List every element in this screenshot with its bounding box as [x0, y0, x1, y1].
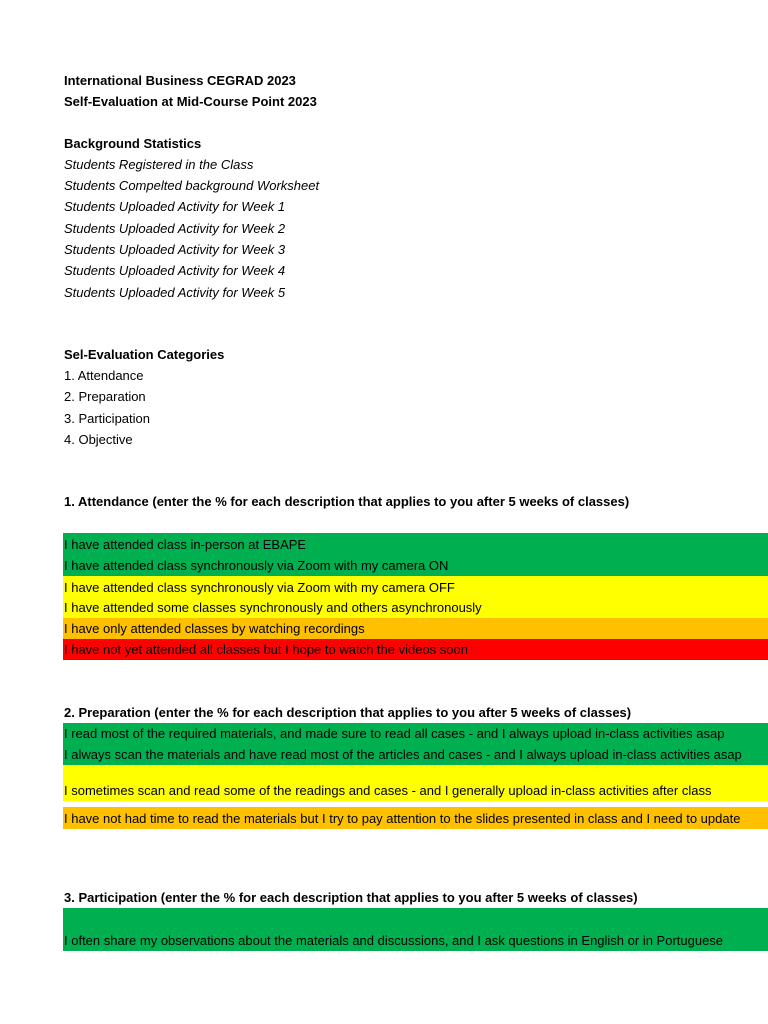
- background-item: Students Uploaded Activity for Week 4: [64, 263, 286, 278]
- attendance-row: [63, 533, 768, 555]
- background-item: Students Uploaded Activity for Week 5: [64, 285, 286, 300]
- attendance-row-text: I have attended class in-person at EBAPE: [64, 537, 307, 552]
- participation-heading: 3. Participation (enter the % for each description that applies to you after 5 weeks of classes): [64, 890, 638, 905]
- document-subtitle: Self-Evaluation at Mid-Course Point 2023: [64, 94, 317, 109]
- attendance-row: [63, 639, 768, 660]
- preparation-row-text: I sometimes scan and read some of the readings and cases - and I generally upload in-class activities after class: [64, 783, 712, 798]
- background-item: Students Uploaded Activity for Week 1: [64, 199, 286, 214]
- categories-heading: Sel-Evaluation Categories: [64, 347, 225, 362]
- category-item: 1. Attendance: [64, 368, 144, 383]
- preparation-heading: 2. Preparation (enter the % for each description that applies to you after 5 weeks of classes): [64, 705, 632, 720]
- attendance-row: [63, 576, 768, 598]
- category-item: 3. Participation: [64, 411, 150, 426]
- attendance-row-text: I have attended class synchronously via Zoom with my camera ON: [64, 558, 449, 573]
- attendance-row-text: I have attended class synchronously via Zoom with my camera OFF: [64, 580, 455, 595]
- category-item: 2. Preparation: [64, 389, 146, 404]
- background-item: Students Registered in the Class: [64, 157, 254, 172]
- preparation-row: [63, 744, 768, 765]
- participation-row-text: I often share my observations about the materials and discussions, and I ask questions in English or in Portuguese: [64, 933, 724, 948]
- background-item: Students Compelted background Worksheet: [64, 178, 320, 193]
- attendance-row: [63, 598, 768, 618]
- background-item: Students Uploaded Activity for Week 2: [64, 221, 286, 236]
- background-heading: Background Statistics: [64, 136, 202, 151]
- attendance-row: [63, 618, 768, 639]
- preparation-row-text: I have not had time to read the materials but I try to pay attention to the slides presented in class and I need to update: [64, 811, 741, 826]
- preparation-row: [63, 723, 768, 744]
- preparation-row-text: I always scan the materials and have read most of the articles and cases - and I always upload in-class activities asap: [64, 747, 742, 762]
- participation-row: [63, 908, 768, 951]
- attendance-row-text: I have only attended classes by watching recordings: [64, 621, 365, 636]
- background-item: Students Uploaded Activity for Week 3: [64, 242, 286, 257]
- attendance-row-text: I have not yet attended all classes but I hope to watch the videos soon: [64, 642, 468, 657]
- preparation-row: [63, 807, 768, 829]
- document-title: International Business CEGRAD 2023: [64, 73, 296, 88]
- attendance-row-text: I have attended some classes synchronously and others asynchronously: [64, 600, 482, 615]
- category-item: 4. Objective: [64, 432, 133, 447]
- attendance-row: [63, 555, 768, 576]
- preparation-row: [63, 765, 768, 801]
- attendance-heading: 1. Attendance (enter the % for each description that applies to you after 5 weeks of classes): [64, 494, 630, 509]
- preparation-row-text: I read most of the required materials, and made sure to read all cases - and I always upload in-class activities asap: [64, 726, 725, 741]
